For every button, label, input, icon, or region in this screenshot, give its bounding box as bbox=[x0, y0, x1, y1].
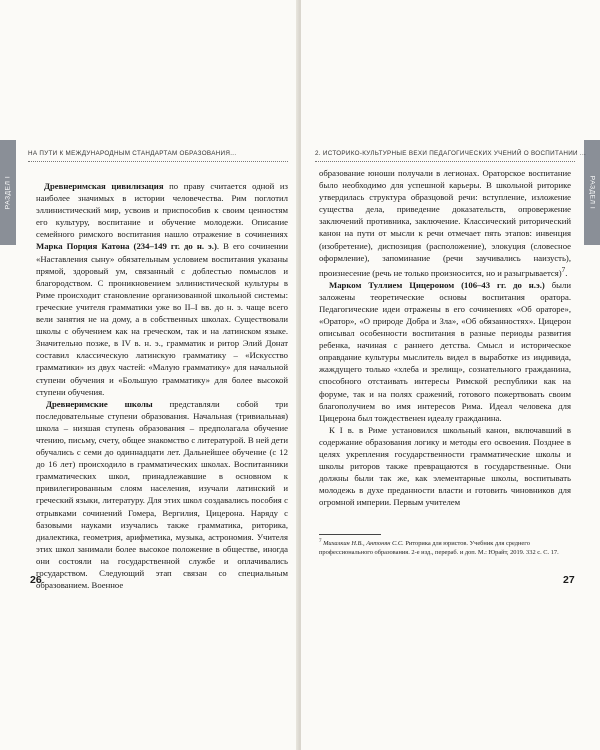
page-number-right: 27 bbox=[563, 574, 575, 586]
footnote bbox=[319, 538, 559, 557]
section-tab-label: РАЗДЕЛ I bbox=[4, 175, 12, 210]
right-page bbox=[301, 0, 600, 750]
paragraph-lead: Древнеримская цивилизация bbox=[44, 181, 164, 191]
page-number-left: 26 bbox=[30, 574, 42, 586]
paragraph bbox=[36, 180, 288, 398]
running-head-right: 2. ИСТОРИКО-КУЛЬТУРНЫЕ ВЕХИ ПЕДАГОГИЧЕСКИХ УЧЕНИЙ О ВОСПИТАНИИ ... bbox=[315, 150, 587, 157]
paragraph bbox=[36, 398, 288, 592]
paragraph-text: . bbox=[565, 267, 568, 278]
running-head-left: НА ПУТИ К МЕЖДУНАРОДНЫМ СТАНДАРТАМ ОБРАЗОВАНИЯ... bbox=[28, 150, 237, 157]
paragraph-text: по праву считается одной из наиболее значимых в истории человечества. Рим поглотил эллинистический мир, усвоив и приспособив к своим ценностям его культуру, воспитание и обучение молодежи. Описание семейного римского воспитания нашло отражение в сочинениях bbox=[36, 181, 288, 240]
header-divider bbox=[28, 161, 288, 162]
footnote-authors: Михалкин Н.В., Антонян С.С. bbox=[323, 540, 404, 548]
section-tab-right bbox=[584, 140, 600, 245]
paragraph-text: были заложены теоретические основы воспитания оратора. Педагогические идеи отражены в его сочинениях «Об ораторе», «Оратор», «О природе Добра и Зла», «Об обязанностях». Цицерон описывал особенности воспитания в разные периоды развития ребенка, начиная с раннего детства. Смысл и историческое оправдание культуры мыслитель видел в выработке из индивида, жаждущего только «хлеба и зрелищ», сознательного гражданина, способного отстаивать интересы Римской республики как на форуме, так и на полях сражений, готового пожертвовать своим благополучием во имя интересов Рима. Идеал человека для Цицерона был тождественен идеалу гражданина. bbox=[319, 279, 571, 423]
paragraph-text: К I в. в Риме установился школьный канон, включавший в содержание образования логику и методы его освоения. Позднее в целях укрепления государственности грамматические школы и школы риторов также превращаются в государственные. Они должны были так же, как элементарные школы, воспитывать молодежь в духе преданности власти и готовить чиновников для огромной империи. Первым учителем bbox=[319, 424, 571, 508]
section-tab-left bbox=[0, 140, 16, 245]
paragraph bbox=[319, 424, 571, 509]
paragraph bbox=[319, 279, 571, 424]
paragraph-text: . В его сочинении «Наставления сыну» обязательным условием воспитания указаны прямой, здоровый ум, связанный с доблестью помыслов и благородством. С проникновением эллинистической культуры в Риме происходит становление организованной школьной системы: греческие учителя грамматики уже во II–I вв. до н. э. чаще всего вели занятия не на дому, а в собственных школах. Существовали школы с обучением как на греческом, так и на латинском языке. Значительно позже, в IV в. н. э., грамматик и ритор Элий Донат составил классическую латинскую грамматику – «Искусство грамматики» из двух частей: «Малую грамматику» для начальной ступени обучения и «Большую грамматику» для более высокой ступени обучения. bbox=[36, 241, 288, 397]
footnote-ref[interactable]: 7 bbox=[561, 265, 566, 274]
paragraph-lead: Древнеримские школы bbox=[46, 398, 153, 409]
paragraph bbox=[319, 167, 571, 279]
footnote-text: Риторика для юристов. Учебник для среднего профессионального образования. 2-е изд., перераб. и доп. М.: Юрайт, 2019. 332 с. С. 17. bbox=[319, 540, 559, 556]
paragraph-bold: Марка Порция Катона (234–149 гг. до н. э.) bbox=[36, 241, 217, 252]
paragraph-text: представляли собой три последовательные ступени образования. Начальная (тривиальная) школа – низшая ступень образования – предполагала обучение чтению, письму, счету, общее знакомство с литературой. В ней дети обучались с семи до одиннадцати лет. Дальнейшее обучение (с 12 до 16 лет) происходило в грамматических школах. Воспитанники грамматических школ, принадлежавшие в основном к привилегированным слоям населения, изучали латинский и греческий языки, литературу. Для этих школ создавались пособия с отрывками сочинений Гомера, Вергилия, Цицерона. Наряду с базовыми науками изучались также грамматика, риторика, диалектика, геометрия, арифметика, музыка, астрономия. Учителя этих школ занимали более высокое положение в обществе, иногда они состояли на государственной службе и оплачивались государством. Следующий этап связан со специальным образованием. Военное bbox=[36, 398, 288, 591]
footnote-number: 7 bbox=[319, 539, 322, 544]
paragraph-text: образование юноши получали в легионах. Ораторское воспитание было необходимо для успешной карьеры. В школьной риторике утвердилась структура образцовой речи: вступление, изложение существа дела, приведение доказательств, опровержение заключений противника, заключение. Классический риторический канон на пути от мысли к речи отмечает пять этапов: инвенция (изобретение), диспозиция (расположение), элокуция (словесное оформление), запоминание (речи заучивались наизусть), произнесение (речь не только произносится, но и разыгрывается) bbox=[319, 168, 571, 278]
header-divider bbox=[315, 161, 575, 162]
footnote-divider bbox=[319, 534, 381, 535]
left-page-body bbox=[36, 180, 288, 591]
paragraph-lead: Марком Туллием Цицероном (106–43 гг. до н.э.) bbox=[329, 279, 545, 290]
section-tab-label: РАЗДЕЛ I bbox=[588, 175, 596, 210]
right-page-body bbox=[319, 167, 571, 509]
left-page bbox=[0, 0, 299, 750]
